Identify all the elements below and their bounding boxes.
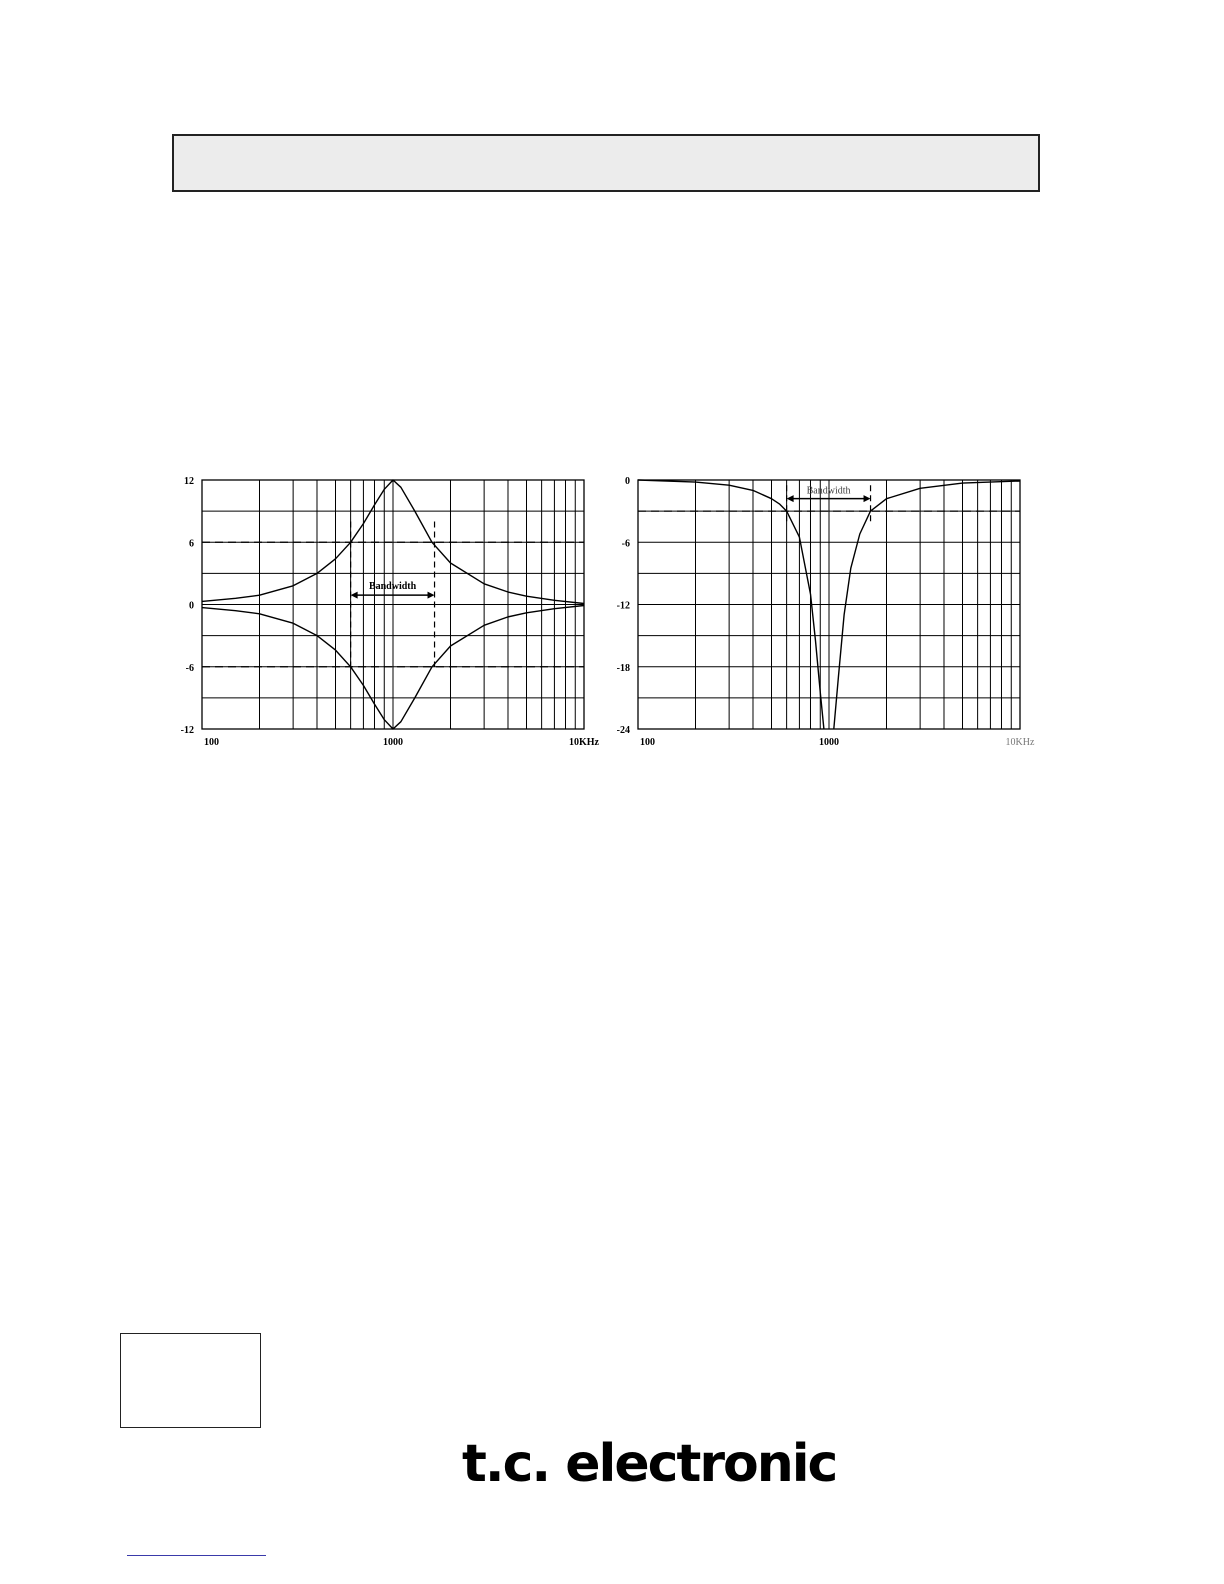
peaking-eq-chart <box>176 470 599 755</box>
y-tick-label: 0 <box>625 476 630 487</box>
grid <box>638 480 1020 729</box>
bandwidth-arrowhead-left <box>351 592 358 599</box>
y-tick-label: -24 <box>616 725 630 736</box>
y-tick-label: -6 <box>185 662 194 674</box>
grid <box>202 480 584 729</box>
footer-rule <box>127 1555 266 1556</box>
page-number-box <box>120 1333 261 1428</box>
bandwidth-label: Bandwidth <box>368 581 417 593</box>
y-tick-label: -12 <box>180 725 194 736</box>
tc-electronic-logo: t.c. electronic <box>462 1434 837 1494</box>
y-tick-label: -12 <box>616 600 630 612</box>
x-tick-label: 100 <box>204 737 219 748</box>
x-tick-label: 100 <box>640 737 655 748</box>
bandwidth-arrowhead-right <box>864 495 871 502</box>
header-box <box>172 134 1040 192</box>
y-tick-label: 6 <box>189 538 194 550</box>
chart-svg <box>176 470 599 755</box>
x-tick-label: 1000 <box>383 737 403 748</box>
y-tick-label: 12 <box>184 476 194 487</box>
y-tick-label: -18 <box>616 662 630 674</box>
bandwidth-arrowhead-right <box>428 592 435 599</box>
x-tick-label: 10KHz <box>569 737 599 748</box>
notch-filter-chart <box>612 470 1035 755</box>
y-tick-label: -6 <box>621 538 630 550</box>
x-tick-label: 1000 <box>819 737 839 748</box>
bandwidth-label: Bandwidth <box>806 485 851 497</box>
bandwidth-arrowhead-left <box>787 495 794 502</box>
x-tick-label: 10KHz <box>1005 737 1035 748</box>
chart-svg <box>612 470 1035 755</box>
y-tick-label: 0 <box>189 600 194 612</box>
